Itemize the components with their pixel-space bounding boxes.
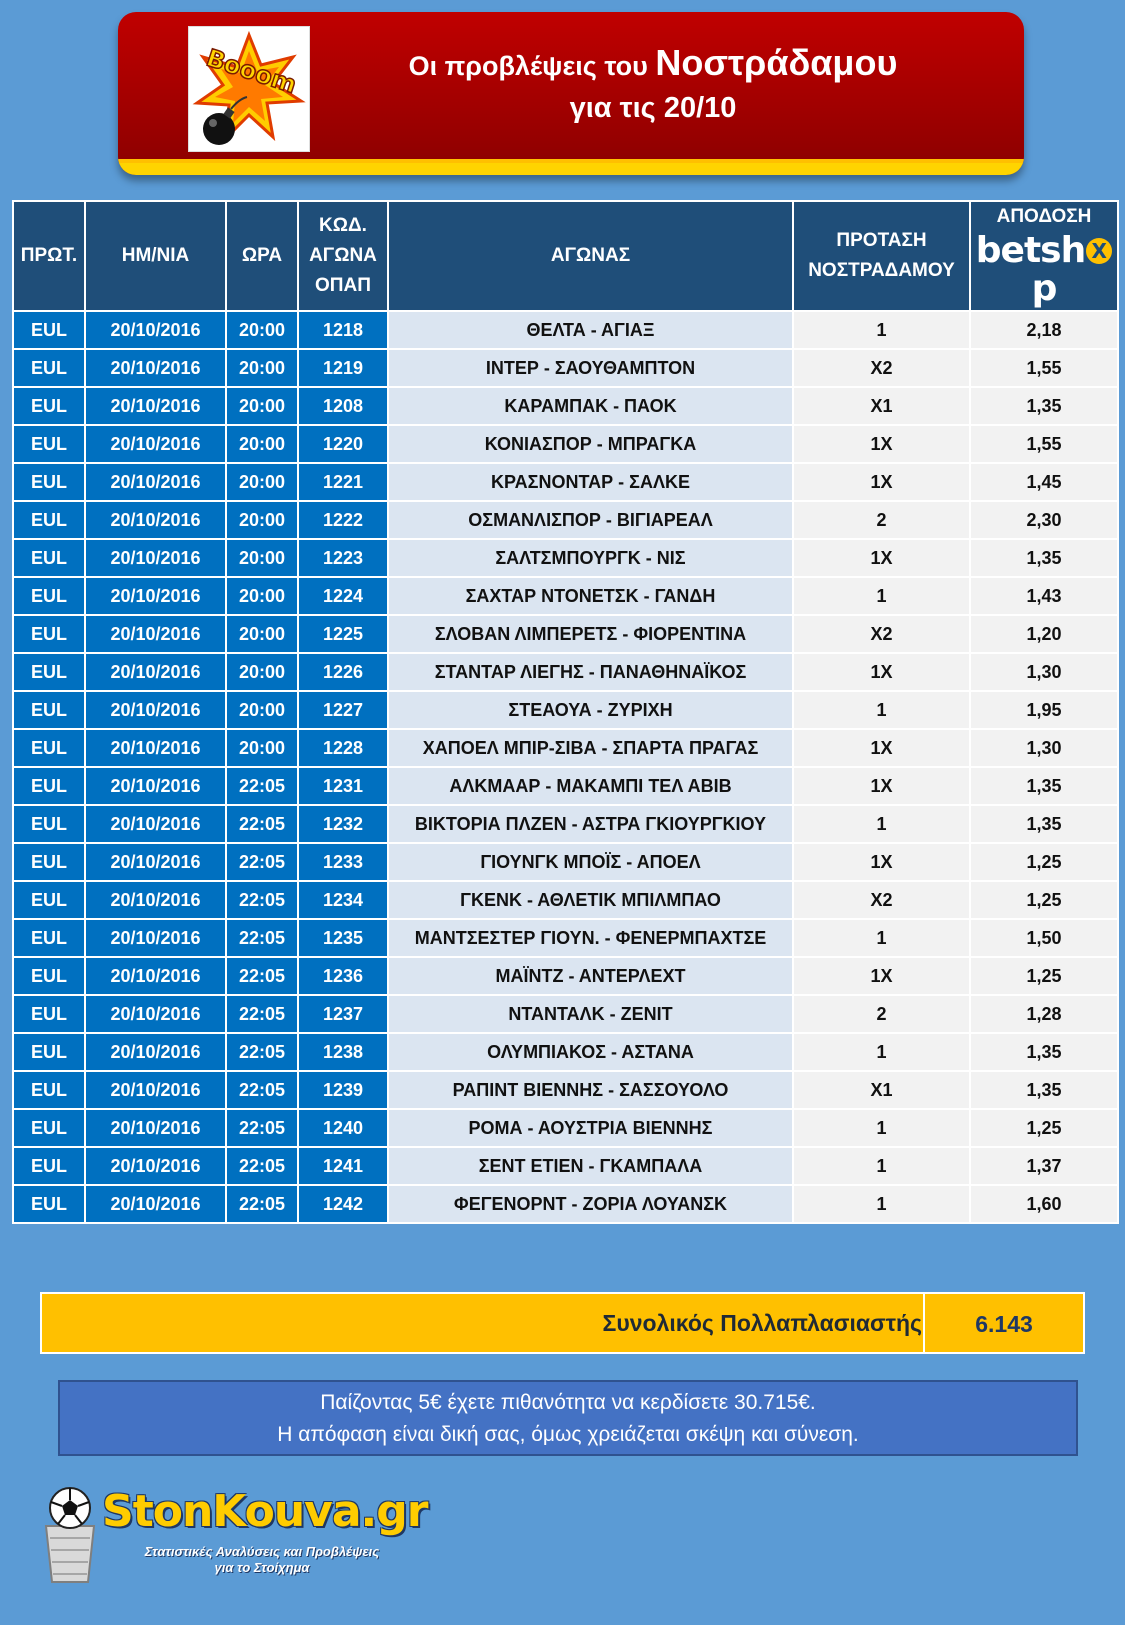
- cell-pick: Χ1: [793, 387, 970, 425]
- cell-date: 20/10/2016: [85, 425, 226, 463]
- cell-date: 20/10/2016: [85, 805, 226, 843]
- cell-code: 1232: [298, 805, 388, 843]
- cell-odds: 1,25: [970, 881, 1118, 919]
- cell-odds: 1,30: [970, 653, 1118, 691]
- table-header-row: [13, 201, 1118, 311]
- cell-time: 20:00: [226, 653, 298, 691]
- table-row: [13, 995, 1118, 1033]
- cell-date: 20/10/2016: [85, 539, 226, 577]
- cell-date: 20/10/2016: [85, 995, 226, 1033]
- col-header-odds: [970, 201, 1118, 311]
- cell-code: 1239: [298, 1071, 388, 1109]
- cell-date: 20/10/2016: [85, 387, 226, 425]
- cell-code: 1234: [298, 881, 388, 919]
- cell-match: ΚΟΝΙΑΣΠΟΡ - ΜΠΡΑΓΚΑ: [388, 425, 793, 463]
- cell-pick: Χ2: [793, 881, 970, 919]
- table-row: [13, 1109, 1118, 1147]
- cell-pick: 1Χ: [793, 767, 970, 805]
- cell-league: EUL: [13, 1109, 85, 1147]
- cell-code: 1227: [298, 691, 388, 729]
- cell-time: 20:00: [226, 729, 298, 767]
- cell-odds: 1,35: [970, 1033, 1118, 1071]
- cell-pick: 1: [793, 919, 970, 957]
- betshop-logo: [971, 232, 1117, 308]
- cell-pick: 2: [793, 501, 970, 539]
- cell-date: 20/10/2016: [85, 615, 226, 653]
- cell-pick: 1: [793, 1033, 970, 1071]
- cell-date: 20/10/2016: [85, 1033, 226, 1071]
- cell-odds: 1,60: [970, 1185, 1118, 1223]
- cell-pick: 1: [793, 311, 970, 349]
- cell-league: EUL: [13, 463, 85, 501]
- cell-league: EUL: [13, 425, 85, 463]
- site-tagline-line1: Στατιστικές Αναλύσεις και Προβλέψεις: [144, 1544, 380, 1559]
- table-row: [13, 425, 1118, 463]
- col-header-pick: [793, 201, 970, 311]
- cell-code: 1222: [298, 501, 388, 539]
- cell-pick: 1: [793, 1109, 970, 1147]
- cell-match: ΣΛΟΒΑΝ ΛΙΜΠΕΡΕΤΣ - ΦΙΟΡΕΝΤΙΝΑ: [388, 615, 793, 653]
- cell-time: 20:00: [226, 463, 298, 501]
- cell-match: ΣΤΕΑΟΥΑ - ΖΥΡΙΧΗ: [388, 691, 793, 729]
- cell-league: EUL: [13, 501, 85, 539]
- betshop-logo-right: p: [1031, 268, 1057, 309]
- cell-match: ΣΑΛΤΣΜΠΟΥΡΓΚ - ΝΙΣ: [388, 539, 793, 577]
- table-row: [13, 1147, 1118, 1185]
- table-row: [13, 1185, 1118, 1223]
- cell-pick: 1Χ: [793, 425, 970, 463]
- cell-pick: Χ2: [793, 349, 970, 387]
- cell-code: 1237: [298, 995, 388, 1033]
- cell-league: EUL: [13, 843, 85, 881]
- soccer-bucket-icon: [40, 1486, 100, 1586]
- col-header-code: [298, 201, 388, 311]
- cell-time: 22:05: [226, 1071, 298, 1109]
- cell-match: ΟΛΥΜΠΙΑΚΟΣ - ΑΣΤΑΝΑ: [388, 1033, 793, 1071]
- cell-odds: 1,43: [970, 577, 1118, 615]
- cell-pick: 1: [793, 1185, 970, 1223]
- cell-match: ΧΑΠΟΕΛ ΜΠΙΡ-ΣΙΒΑ - ΣΠΑΡΤΑ ΠΡΑΓΑΣ: [388, 729, 793, 767]
- cell-league: EUL: [13, 539, 85, 577]
- booom-logo-text: Booom: [203, 43, 300, 100]
- cell-league: EUL: [13, 653, 85, 691]
- page-title: [373, 42, 933, 84]
- cell-league: EUL: [13, 995, 85, 1033]
- cell-time: 20:00: [226, 691, 298, 729]
- cell-date: 20/10/2016: [85, 957, 226, 995]
- cell-pick: Χ2: [793, 615, 970, 653]
- cell-pick: 2: [793, 995, 970, 1033]
- cell-pick: 1: [793, 805, 970, 843]
- cell-time: 20:00: [226, 349, 298, 387]
- cell-time: 20:00: [226, 425, 298, 463]
- cell-code: 1219: [298, 349, 388, 387]
- cell-match: ΙΝΤΕΡ - ΣΑΟΥΘΑΜΠΤΟΝ: [388, 349, 793, 387]
- table-row: [13, 919, 1118, 957]
- table-row: [13, 501, 1118, 539]
- cell-time: 20:00: [226, 311, 298, 349]
- cell-code: 1242: [298, 1185, 388, 1223]
- cell-match: ΚΡΑΣΝΟΝΤΑΡ - ΣΑΛΚΕ: [388, 463, 793, 501]
- total-multiplier: [40, 1292, 1085, 1354]
- info-line-2: Η απόφαση είναι δική σας, όμως χρειάζεται σκέψη και σύνεση.: [277, 1423, 859, 1446]
- cell-league: EUL: [13, 387, 85, 425]
- cell-code: 1218: [298, 311, 388, 349]
- cell-time: 22:05: [226, 1185, 298, 1223]
- cell-date: 20/10/2016: [85, 1185, 226, 1223]
- cell-date: 20/10/2016: [85, 311, 226, 349]
- cell-match: ΡΑΠΙΝΤ ΒΙΕΝΝΗΣ - ΣΑΣΣΟΥΟΛΟ: [388, 1071, 793, 1109]
- booom-logo: [188, 26, 310, 152]
- info-box: [58, 1380, 1078, 1456]
- cell-code: 1235: [298, 919, 388, 957]
- cell-date: 20/10/2016: [85, 767, 226, 805]
- cell-odds: 1,35: [970, 387, 1118, 425]
- table-row: [13, 653, 1118, 691]
- cell-code: 1226: [298, 653, 388, 691]
- cell-league: EUL: [13, 729, 85, 767]
- cell-league: EUL: [13, 311, 85, 349]
- cell-odds: 1,95: [970, 691, 1118, 729]
- col-header-odds-line1: ΑΠΟΔΟΣΗ: [996, 206, 1092, 227]
- cell-league: EUL: [13, 1147, 85, 1185]
- cell-league: EUL: [13, 691, 85, 729]
- cell-league: EUL: [13, 1185, 85, 1223]
- betshop-logo-left: betsh: [975, 230, 1086, 271]
- cell-code: 1221: [298, 463, 388, 501]
- cell-league: EUL: [13, 919, 85, 957]
- cell-league: EUL: [13, 349, 85, 387]
- cell-league: EUL: [13, 767, 85, 805]
- cell-odds: 1,37: [970, 1147, 1118, 1185]
- cell-code: 1223: [298, 539, 388, 577]
- cell-code: 1220: [298, 425, 388, 463]
- cell-odds: 1,30: [970, 729, 1118, 767]
- cell-date: 20/10/2016: [85, 1109, 226, 1147]
- cell-pick: 1Χ: [793, 843, 970, 881]
- cell-code: 1238: [298, 1033, 388, 1071]
- cell-date: 20/10/2016: [85, 501, 226, 539]
- cell-pick: 1: [793, 577, 970, 615]
- predictions-table: [12, 200, 1119, 1224]
- cell-code: 1228: [298, 729, 388, 767]
- cell-time: 22:05: [226, 1109, 298, 1147]
- cell-odds: 1,35: [970, 767, 1118, 805]
- cell-pick: 1Χ: [793, 463, 970, 501]
- cell-date: 20/10/2016: [85, 577, 226, 615]
- cell-odds: 1,25: [970, 957, 1118, 995]
- cell-match: ΒΙΚΤΟΡΙΑ ΠΛΖΕΝ - ΑΣΤΡΑ ΓΚΙΟΥΡΓΚΙΟΥ: [388, 805, 793, 843]
- cell-pick: Χ1: [793, 1071, 970, 1109]
- cell-match: ΝΤΑΝΤΑΛΚ - ΖΕΝΙΤ: [388, 995, 793, 1033]
- cell-league: EUL: [13, 615, 85, 653]
- cell-time: 22:05: [226, 995, 298, 1033]
- table-row: [13, 577, 1118, 615]
- cell-match: ΜΑΝΤΣΕΣΤΕΡ ΓΙΟΥΝ. - ΦΕΝΕΡΜΠΑΧΤΣΕ: [388, 919, 793, 957]
- cell-date: 20/10/2016: [85, 843, 226, 881]
- table-row: [13, 843, 1118, 881]
- total-multiplier-value: 6.143: [975, 1311, 1033, 1337]
- cell-odds: 1,35: [970, 805, 1118, 843]
- cell-time: 22:05: [226, 805, 298, 843]
- cell-time: 22:05: [226, 843, 298, 881]
- cell-time: 22:05: [226, 919, 298, 957]
- cell-match: ΣΑΧΤΑΡ ΝΤΟΝΕΤΣΚ - ΓΑΝΔΗ: [388, 577, 793, 615]
- cell-league: EUL: [13, 1033, 85, 1071]
- table-row: [13, 729, 1118, 767]
- col-header-league: ΠΡΩΤ.: [13, 201, 85, 311]
- table-row: [13, 1071, 1118, 1109]
- table-row: [13, 387, 1118, 425]
- col-header-match: ΑΓΩΝΑΣ: [388, 201, 793, 311]
- table-row: [13, 539, 1118, 577]
- cell-match: ΣΤΑΝΤΑΡ ΛΙΕΓΗΣ - ΠΑΝΑΘΗΝΑΪΚΟΣ: [388, 653, 793, 691]
- stonkouva-logo: [40, 1486, 440, 1586]
- cell-pick: 1: [793, 691, 970, 729]
- table-row: [13, 311, 1118, 349]
- table-row: [13, 615, 1118, 653]
- title-prefix: Οι προβλέψεις του: [408, 51, 648, 81]
- cell-match: ΜΑΪΝΤΖ - ΑΝΤΕΡΛΕΧΤ: [388, 957, 793, 995]
- cell-pick: 1: [793, 1147, 970, 1185]
- cell-date: 20/10/2016: [85, 691, 226, 729]
- cell-time: 22:05: [226, 957, 298, 995]
- site-tagline-line2: για το Στοίχημα: [214, 1560, 310, 1575]
- cell-time: 22:05: [226, 1147, 298, 1185]
- cell-odds: 1,25: [970, 1109, 1118, 1147]
- info-line-1: Παίζοντας 5€ έχετε πιθανότητα να κερδίσετε 30.715€.: [320, 1391, 816, 1414]
- cell-odds: 1,35: [970, 539, 1118, 577]
- col-header-code-line1: ΚΩΔ.: [319, 215, 367, 236]
- cell-code: 1240: [298, 1109, 388, 1147]
- col-header-pick-line1: ΠΡΟΤΑΣΗ: [836, 230, 927, 251]
- cell-date: 20/10/2016: [85, 463, 226, 501]
- cell-time: 22:05: [226, 1033, 298, 1071]
- cell-match: ΡΟΜΑ - ΑΟΥΣΤΡΙΑ ΒΙΕΝΝΗΣ: [388, 1109, 793, 1147]
- banner-stripe-bottom: [118, 163, 1024, 175]
- title-name: Νοστράδαμου: [655, 42, 898, 83]
- col-header-code-line2: ΑΓΩΝΑ: [309, 245, 377, 266]
- cell-match: ΓΙΟΥΝΓΚ ΜΠΟΪΣ - ΑΠΟΕΛ: [388, 843, 793, 881]
- cell-match: ΑΛΚΜΑΑΡ - ΜΑΚΑΜΠΙ ΤΕΛ ΑΒΙΒ: [388, 767, 793, 805]
- cell-date: 20/10/2016: [85, 881, 226, 919]
- cell-code: 1231: [298, 767, 388, 805]
- cell-date: 20/10/2016: [85, 1071, 226, 1109]
- cell-odds: 2,18: [970, 311, 1118, 349]
- total-multiplier-label: Συνολικός Πολλαπλασιαστής: [602, 1310, 922, 1336]
- cell-date: 20/10/2016: [85, 729, 226, 767]
- cell-odds: 1,20: [970, 615, 1118, 653]
- page-subtitle: για τις 20/10: [569, 92, 737, 124]
- cell-pick: 1Χ: [793, 729, 970, 767]
- betshop-logo-x: X: [1086, 238, 1112, 264]
- cell-code: 1241: [298, 1147, 388, 1185]
- cell-date: 20/10/2016: [85, 349, 226, 387]
- cell-time: 20:00: [226, 387, 298, 425]
- col-header-time: ΩΡΑ: [226, 201, 298, 311]
- cell-league: EUL: [13, 805, 85, 843]
- col-header-code-line3: ΟΠΑΠ: [315, 275, 371, 296]
- cell-league: EUL: [13, 1071, 85, 1109]
- cell-odds: 1,50: [970, 919, 1118, 957]
- cell-odds: 1,45: [970, 463, 1118, 501]
- cell-pick: 1Χ: [793, 957, 970, 995]
- table-row: [13, 691, 1118, 729]
- cell-code: 1208: [298, 387, 388, 425]
- cell-time: 20:00: [226, 501, 298, 539]
- cell-time: 20:00: [226, 615, 298, 653]
- table-row: [13, 767, 1118, 805]
- cell-match: ΟΣΜΑΝΛΙΣΠΟΡ - ΒΙΓΙΑΡΕΑΛ: [388, 501, 793, 539]
- cell-league: EUL: [13, 577, 85, 615]
- cell-time: 20:00: [226, 577, 298, 615]
- table-body: [13, 311, 1118, 1223]
- cell-match: ΣΕΝΤ ΕΤΙΕΝ - ΓΚΑΜΠΑΛΑ: [388, 1147, 793, 1185]
- cell-pick: 1Χ: [793, 539, 970, 577]
- cell-odds: 2,30: [970, 501, 1118, 539]
- cell-match: ΘΕΛΤΑ - ΑΓΙΑΞ: [388, 311, 793, 349]
- booom-bomb-icon: [189, 27, 309, 151]
- cell-code: 1236: [298, 957, 388, 995]
- cell-league: EUL: [13, 957, 85, 995]
- cell-date: 20/10/2016: [85, 919, 226, 957]
- cell-code: 1225: [298, 615, 388, 653]
- cell-time: 22:05: [226, 767, 298, 805]
- cell-odds: 1,55: [970, 425, 1118, 463]
- col-header-pick-line2: ΝΟΣΤΡΑΔΑΜΟΥ: [808, 260, 955, 281]
- cell-league: EUL: [13, 881, 85, 919]
- cell-pick: 1Χ: [793, 653, 970, 691]
- cell-odds: 1,25: [970, 843, 1118, 881]
- table-row: [13, 463, 1118, 501]
- cell-date: 20/10/2016: [85, 653, 226, 691]
- cell-time: 20:00: [226, 539, 298, 577]
- title-banner: [118, 12, 1024, 175]
- table-row: [13, 805, 1118, 843]
- cell-date: 20/10/2016: [85, 1147, 226, 1185]
- cell-match: ΚΑΡΑΜΠΑΚ - ΠΑΟΚ: [388, 387, 793, 425]
- table-row: [13, 349, 1118, 387]
- cell-code: 1224: [298, 577, 388, 615]
- cell-time: 22:05: [226, 881, 298, 919]
- site-tagline: [102, 1544, 422, 1576]
- cell-odds: 1,55: [970, 349, 1118, 387]
- table-row: [13, 957, 1118, 995]
- cell-match: ΓΚΕΝΚ - ΑΘΛΕΤΙΚ ΜΠΙΛΜΠΑΟ: [388, 881, 793, 919]
- cell-odds: 1,28: [970, 995, 1118, 1033]
- cell-match: ΦΕΓΕΝΟΡΝΤ - ΖΟΡΙΑ ΛΟΥΑΝΣΚ: [388, 1185, 793, 1223]
- table-row: [13, 1033, 1118, 1071]
- cell-odds: 1,35: [970, 1071, 1118, 1109]
- table-row: [13, 881, 1118, 919]
- site-name: StonKouva.gr: [102, 1486, 428, 1537]
- cell-code: 1233: [298, 843, 388, 881]
- col-header-date: ΗΜ/ΝΙΑ: [85, 201, 226, 311]
